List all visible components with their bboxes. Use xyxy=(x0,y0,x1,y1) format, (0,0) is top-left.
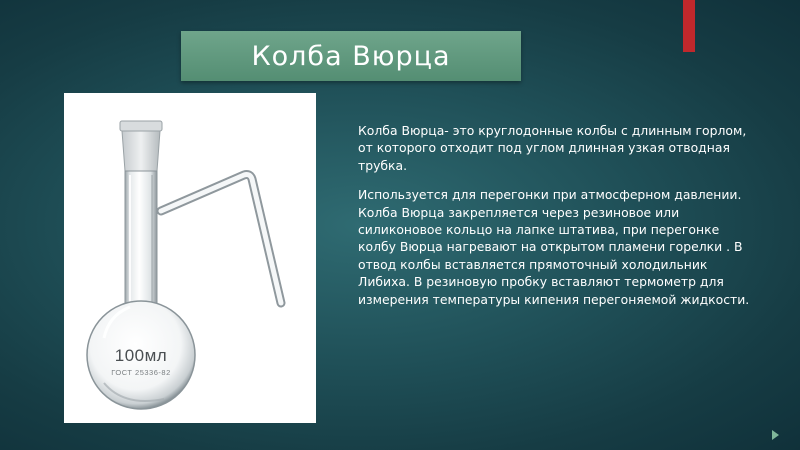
paragraph-definition: Колба Вюрца- это круглодонные колбы с длинным горлом, от которого отходит под углом длинная узкая отводная трубка. xyxy=(358,123,747,173)
joint-rim xyxy=(120,121,162,131)
slide-title: Колба Вюрца xyxy=(251,40,451,72)
triangle-arrow-icon xyxy=(772,430,779,440)
flask-standard-label: ГОСТ 25336-82 xyxy=(111,368,171,377)
accent-bar xyxy=(683,0,695,52)
ground-joint xyxy=(122,131,160,171)
flask-volume-label: 100мл xyxy=(114,346,168,365)
paragraph-usage: Используется для перегонки при атмосферном давлении. Колба Вюрца закрепляется через резиновое или силиконовое кольцо на лапке штатива, при перегонке колбу Вюрца нагревают на открытом пламени горелки . В отвод колбы вставляется прямоточный холодильник Либиха. В резиновую пробку вставляют термометр для измерения температуры кипения перегоняемой жидкости. xyxy=(358,187,750,307)
wurtz-flask-illustration xyxy=(64,93,316,423)
description-text xyxy=(358,122,750,320)
title-box xyxy=(181,31,521,81)
side-arm-tube xyxy=(161,175,281,304)
flask-image xyxy=(64,93,316,423)
